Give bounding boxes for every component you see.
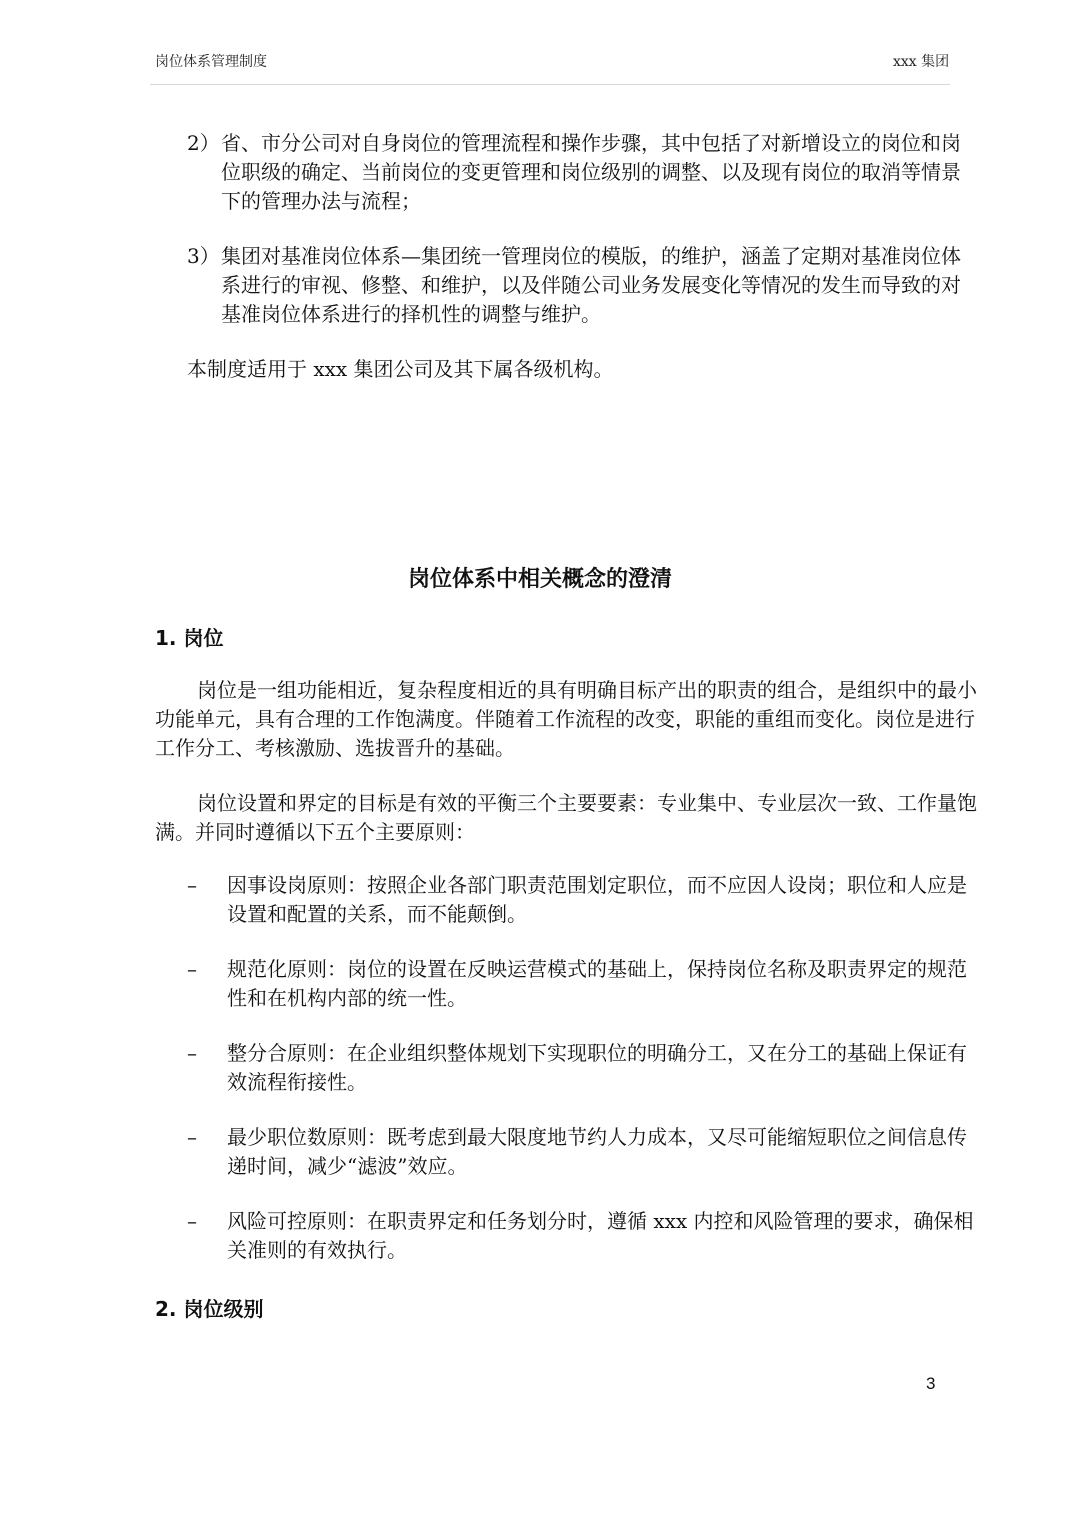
section-1-heading: 1. 岗位 — [155, 626, 224, 650]
list-item-text: 省、市分公司对自身岗位的管理流程和操作步骤，其中包括了对新增设立的岗位和岗位职级的确定、当前岗位的变更管理和岗位级别的调整、以及现有岗位的取消等情景下的管理办法与流程； — [221, 131, 961, 213]
bullet-text: 风险可控原则：在职责界定和任务划分时，遵循 xxx 内控和风险管理的要求，确保相关准则的有效执行。 — [227, 1209, 974, 1262]
bullet-text: 整分合原则：在企业组织整体规划下实现职位的明确分工，又在分工的基础上保证有效流程衔接性。 — [227, 1041, 967, 1094]
bullet-item — [187, 1123, 977, 1181]
header-divider — [150, 84, 950, 85]
bullet-dash: – — [187, 1125, 197, 1149]
bullet-text: 规范化原则：岗位的设置在反映运营模式的基础上，保持岗位名称及职责界定的规范性和在机构内部的统一性。 — [227, 957, 967, 1010]
bullet-item — [187, 955, 977, 1013]
list-item-2 — [187, 129, 977, 216]
header-title: 岗位体系管理制度 — [155, 54, 267, 70]
section-2-heading: 2. 岗位级别 — [155, 1297, 264, 1321]
bullet-text: 最少职位数原则：既考虑到最大限度地节约人力成本，又尽可能缩短职位之间信息传递时间，减少“滤波”效应。 — [227, 1125, 967, 1178]
bullet-dash: – — [187, 1209, 197, 1233]
bullet-item — [187, 1207, 977, 1265]
header-company: xxx 集团 — [893, 54, 950, 70]
list-marker: 2） — [187, 131, 220, 155]
list-marker: 3） — [187, 244, 220, 268]
bullet-dash: – — [187, 873, 197, 897]
bullet-text: 因事设岗原则：按照企业各部门职责范围划定职位，而不应因人设岗；职位和人应是设置和配置的关系，而不能颠倒。 — [227, 873, 967, 926]
position-goals-paragraph: 岗位设置和界定的目标是有效的平衡三个主要要素：专业集中、专业层次一致、工作量饱满。并同时遵循以下五个主要原则： — [155, 791, 977, 844]
page-number: 3 — [926, 1374, 936, 1393]
scope-statement: 本制度适用于 xxx 集团公司及其下属各级机构。 — [187, 357, 614, 381]
bullet-item — [187, 1039, 977, 1097]
bullet-dash: – — [187, 1041, 197, 1065]
bullet-item — [187, 871, 977, 929]
section-title: 岗位体系中相关概念的澄清 — [407, 567, 672, 592]
list-item-3 — [187, 242, 977, 329]
bullet-dash: – — [187, 957, 197, 981]
position-definition-paragraph: 岗位是一组功能相近，复杂程度相近的具有明确目标产出的职责的组合，是组织中的最小功能单元，具有合理的工作饱满度。伴随着工作流程的改变，职能的重组而变化。岗位是进行工作分工、考核激励、选拔晋升的基础。 — [155, 678, 977, 760]
list-item-text: 集团对基准岗位体系—集团统一管理岗位的模版，的维护，涵盖了定期对基准岗位体系进行的审视、修整、和维护，以及伴随公司业务发展变化等情况的发生而导致的对基准岗位体系进行的择机性的调整与维护。 — [221, 244, 961, 326]
